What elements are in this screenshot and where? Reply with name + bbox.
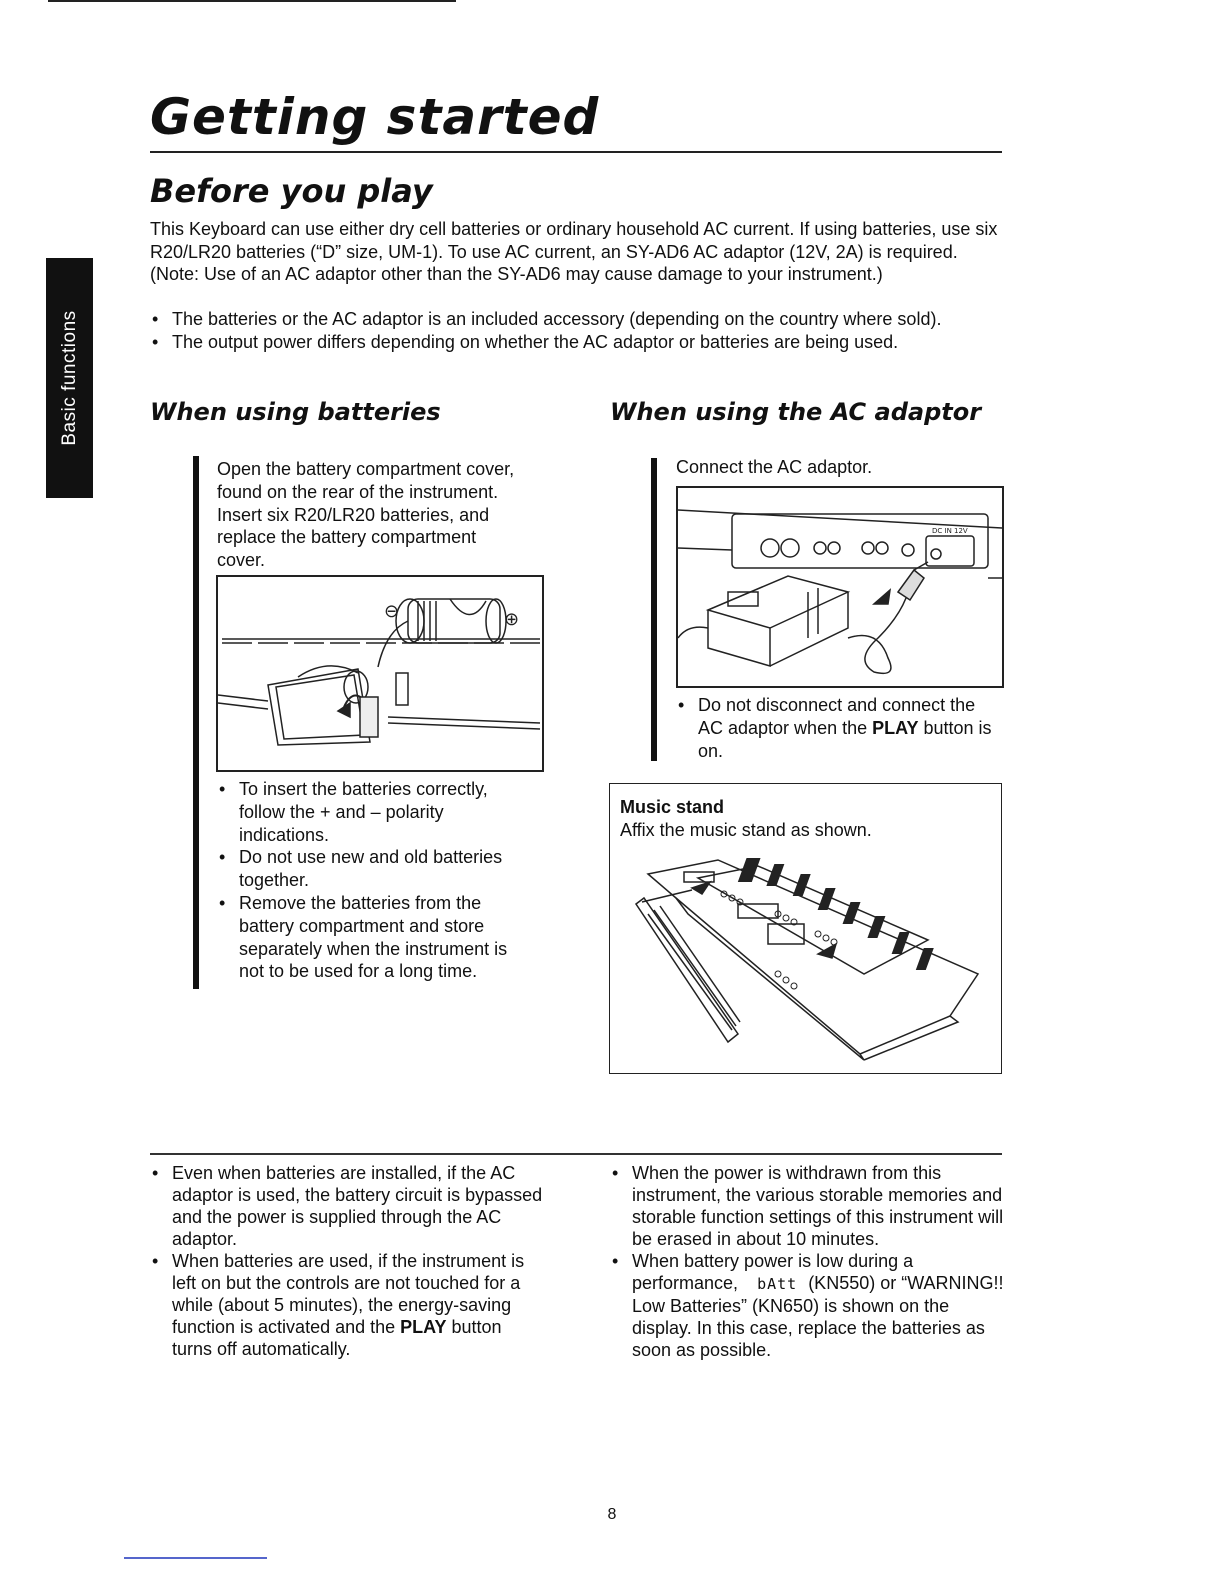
title-rule bbox=[150, 151, 1002, 153]
adaptor-bullet-list bbox=[676, 694, 996, 762]
music-stand-title: Music stand bbox=[620, 797, 725, 817]
top-rule bbox=[48, 0, 456, 2]
play-button-label: PLAY bbox=[872, 717, 919, 738]
list-item: • The batteries or the AC adaptor is an included accessory (depending on the country where sold). bbox=[150, 308, 1000, 331]
adaptor-side-bar bbox=[651, 458, 657, 761]
list-item: • Do not use new and old batteries together. bbox=[217, 846, 537, 892]
ac-adaptor-drawing bbox=[678, 488, 1002, 686]
music-stand-text: Affix the music stand as shown. bbox=[620, 820, 872, 840]
page-number: 8 bbox=[607, 1506, 617, 1523]
notes-rule bbox=[150, 1153, 1002, 1155]
battery-compartment-drawing bbox=[218, 577, 542, 770]
list-item: • When the power is withdrawn from this instrument, the various storable memories and storable function settings of this instrument will be erased in about 10 minutes. bbox=[610, 1162, 1005, 1250]
list-item: • Remove the batteries from the battery compartment and store separately when the instrument is not to be used for a long time. bbox=[217, 892, 537, 983]
batteries-bullet-list bbox=[217, 778, 537, 983]
notes-left-list bbox=[150, 1162, 545, 1360]
note-prefix: When batteries are used, if the instrument is left on but the controls are not touched for a while (about 5 minutes), the energy-saving function is activated and the bbox=[172, 1251, 525, 1337]
section-tab bbox=[46, 258, 93, 498]
list-item: • To insert the batteries correctly, follow the + and – polarity indications. bbox=[217, 778, 537, 846]
batteries-heading: When using batteries bbox=[150, 398, 441, 426]
adaptor-bullet-prefix: Do not disconnect and connect the AC adaptor when the bbox=[698, 695, 976, 738]
list-item: • The output power differs depending on whether the AC adaptor or batteries are being used. bbox=[150, 331, 1000, 354]
adaptor-instruction: Connect the AC adaptor. bbox=[676, 457, 873, 477]
dc-jack-label: DC IN 12V bbox=[932, 527, 968, 535]
intro-bullet-list bbox=[150, 308, 1000, 353]
batteries-side-bar bbox=[193, 456, 199, 989]
minus-symbol: ⊖ bbox=[384, 601, 400, 622]
section-title: Before you play bbox=[150, 172, 433, 210]
note-suffix: (KN550) or “WARNING!! Low Batteries” (KN650) is shown on the display. In this case, replace the batteries as soon as possible. bbox=[632, 1273, 1004, 1360]
plus-symbol: ⊕ bbox=[504, 609, 520, 630]
intro-paragraph: This Keyboard can use either dry cell batteries or ordinary household AC current. If using batteries, use six R20/LR20 batteries (“D” size, UM-1). To use AC current, an SY-AD6 AC adaptor (12V, 2A) is required. (Note: Use of an AC adaptor other than the SY-AD6 may cause damage to your instrument.) bbox=[150, 219, 998, 284]
note-suffix: button turns off automatically. bbox=[172, 1317, 502, 1359]
lcd-display-text: bAtt bbox=[757, 1275, 798, 1293]
page-title: Getting started bbox=[150, 88, 600, 146]
adaptor-bullet-suffix: button is on. bbox=[698, 717, 992, 761]
note-prefix: When battery power is low during a performance, bbox=[632, 1251, 914, 1293]
notes-right-list bbox=[610, 1162, 1005, 1361]
music-stand-drawing bbox=[628, 854, 988, 1064]
batteries-instruction: Open the battery compartment cover, found on the rear of the instrument. Insert six R20/LR20 batteries, and replace the battery compartment cover. bbox=[217, 459, 515, 571]
section-tab-label: Basic functions bbox=[58, 310, 80, 446]
battery-illustration bbox=[216, 575, 544, 772]
list-item: • Even when batteries are installed, if the AC adaptor is used, the battery circuit is bypassed and the power is supplied through the AC adaptor. bbox=[150, 1162, 545, 1250]
list-item bbox=[150, 1250, 545, 1360]
list-item bbox=[676, 694, 996, 762]
music-stand-box bbox=[609, 783, 1002, 1074]
list-item bbox=[610, 1250, 1005, 1361]
play-button-label: PLAY bbox=[400, 1317, 447, 1337]
footer-rule bbox=[124, 1557, 267, 1559]
adaptor-heading: When using the AC adaptor bbox=[610, 398, 982, 426]
ac-adaptor-illustration bbox=[676, 486, 1004, 688]
